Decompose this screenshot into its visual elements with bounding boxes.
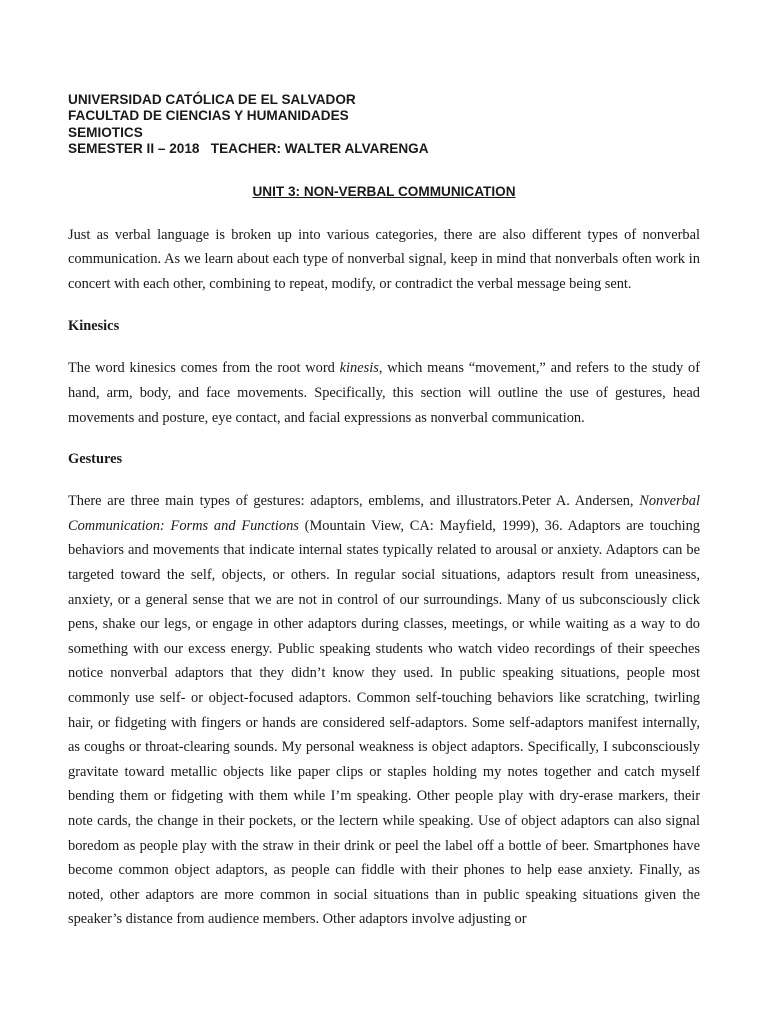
kinesics-text-end: , which means “movement,” and refers to the study of hand, arm, body, and face movements. Specifically, this section will outline the use of gestures, head movements and posture, eye contact, and facial expressions as nonverbal communication. — [68, 360, 700, 426]
intro-paragraph: Just as verbal language is broken up into various categories, there are also different types of nonverbal communication. As we learn about each type of nonverbal signal, keep in mind that nonverbals often work in concert with each other, combining to repeat, modify, or contradict the verbal message being sent. — [68, 226, 700, 292]
gestures-text-end: (Mountain View, CA: Mayfield, 1999), 36. Adaptors are touching behaviors and movements that indicate internal states typically related to arousal or anxiety. Adaptors can be targeted toward the self, objects, or others. In regular social situations, adaptors result from uneasiness, anxiety, or a general sense that we are not in control of our surroundings. Many of us subconsciously click pens, shake our legs, or engage in other adaptors during classes, meetings, or while waiting as a way to do something with our excess energy. Public speaking students who watch video recordings of their speeches notice nonverbal adaptors that they didn’t know they used. In public speaking situations, people most commonly use self- or object-focused adaptors. Common self-touching behaviors like scratching, twirling hair, or fidgeting with fingers or hands are considered self-adaptors. Some self-adaptors manifest internally, as coughs or throat-clearing sounds. My personal weakness is object adaptors. Specifically, I subconsciously gravitate toward metallic objects like paper clips or staples holding my notes together and catch myself bending them or fidgeting with them while I’m speaking. Other people play with dry-erase markers, their note cards, the change in their pockets, or the lectern while speaking. Use of object adaptors can also signal boredom as people play with the straw in their drink or peel the label off a bottle of beer. Smartphones have become common object adaptors, as people can fiddle with their phones to help ease anxiety. Finally, as noted, other adaptors are more common in social situations than in public speaking situations given the speaker’s distance from audience members. Other adaptors involve adjusting or — [68, 517, 700, 928]
faculty-name: FACULTAD DE CIENCIAS Y HUMANIDADES — [68, 108, 349, 124]
kinesis-term: kinesis — [339, 360, 379, 377]
gestures-heading: Gestures — [68, 451, 123, 468]
kinesics-text-start: The word kinesics comes from the root word — [68, 360, 340, 377]
university-name: UNIVERSIDAD CATÓLICA DE EL SALVADOR — [68, 92, 356, 107]
document-header — [68, 92, 700, 158]
kinesics-paragraph — [68, 356, 700, 430]
course-name: SEMIOTICS — [68, 124, 143, 140]
book-title: Nonverbal Communication: Forms and Functions — [68, 493, 700, 534]
document-page — [68, 92, 700, 932]
gestures-paragraph — [68, 489, 700, 932]
kinesics-heading: Kinesics — [68, 318, 120, 335]
unit-title: UNIT 3: NON-VERBAL COMMUNICATION — [252, 183, 516, 199]
gestures-text-start: There are three main types of gestures: adaptors, emblems, and illustrators.Peter A. Andersen, — [68, 493, 640, 510]
semester-teacher: SEMESTER II – 2018 TEACHER: WALTER ALVARENGA — [68, 141, 429, 157]
